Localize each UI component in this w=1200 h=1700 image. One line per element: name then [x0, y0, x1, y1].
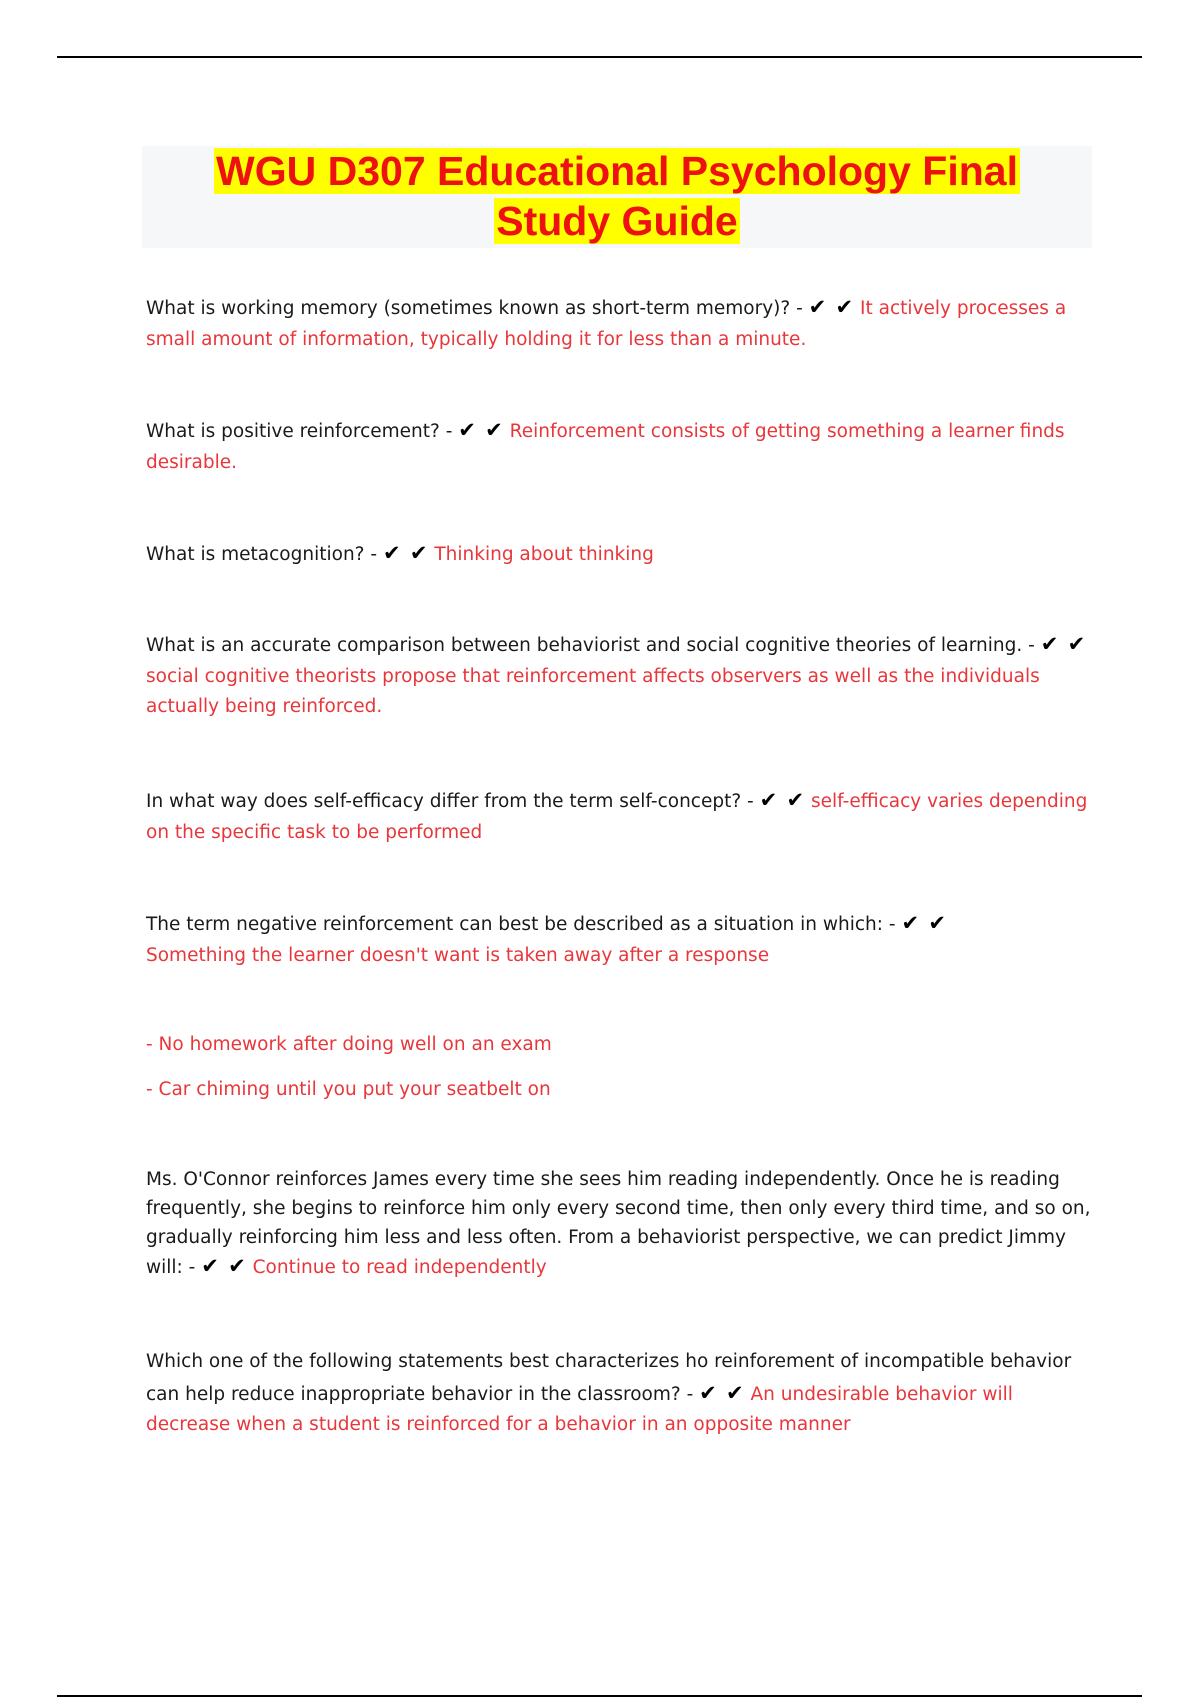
qa-item — [146, 908, 1092, 971]
example-item: - Car chiming until you put your seatbelt on — [146, 1079, 551, 1100]
question-text: Which one of the following statements best characterizes ho reinforement of incompatible behavior can help reduce inappropriate behavior in the classroom? - — [146, 1351, 1072, 1405]
question-text: What is an accurate comparison between behaviorist and social cognitive theories of learning. - — [146, 635, 1041, 656]
qa-item — [146, 629, 1092, 723]
answer-text: Thinking about thinking — [434, 544, 654, 565]
qa-item — [146, 1165, 1092, 1282]
qa-item — [146, 1347, 1092, 1441]
answer-text: social cognitive theorists propose that reinforcement affects observers as well as the individuals actually being reinforced. — [146, 665, 1040, 717]
checkmark-icon: ✔ ✔ — [699, 1380, 745, 1405]
checkmark-icon: ✔ ✔ — [458, 418, 504, 442]
question-text: What is metacognition? - — [146, 544, 383, 565]
checkmark-icon: ✔ ✔ — [901, 911, 947, 935]
header-rule — [57, 56, 1142, 58]
question-text: What is positive reinforcement? - — [146, 421, 459, 442]
question-text: The term negative reinforcement can best be described as a situation in which: - — [146, 914, 902, 935]
checkmark-icon: ✔ ✔ — [201, 1254, 247, 1278]
checkmark-icon: ✔ ✔ — [808, 295, 855, 319]
answer-text: self-efficacy varies depending on the specific task to be performed — [146, 791, 1088, 843]
answer-text: Reinforcement consists of getting something a learner finds desirable. — [146, 421, 1065, 473]
title-banner — [142, 146, 1092, 248]
qa-item — [146, 785, 1092, 848]
question-text: Ms. O'Connor reinforces James every time she sees him reading independently. Once he is reading frequently, she begins to reinforce him only every second time, then only every third time, and so on, gradually reinforcing him less and less often. From a behaviorist perspective, we can predict Jimmy will: - — [146, 1169, 1091, 1278]
qa-item — [146, 538, 1092, 571]
page-title-line-2: Study Guide — [496, 198, 738, 244]
qa-item — [146, 292, 1092, 355]
answer-text: It actively processes a small amount of information, typically holding it for less than a minute. — [146, 298, 1067, 350]
footer-rule — [57, 1695, 1142, 1697]
qa-item — [146, 415, 1092, 478]
checkmark-icon: ✔ ✔ — [759, 788, 806, 812]
answer-text: An undesirable behavior will decrease when a student is reinforced for a behavior in an opposite manner — [146, 1383, 1013, 1435]
question-text: In what way does self-efficacy differ from the term self-concept? - — [146, 791, 760, 812]
example-item: - No homework after doing well on an exam — [146, 1034, 552, 1055]
question-text: What is working memory (sometimes known as short-term memory)? - — [146, 298, 809, 319]
page-title-line-1: WGU D307 Educational Psychology Final — [216, 148, 1018, 194]
answer-text: Something the learner doesn't want is taken away after a response — [146, 944, 770, 966]
checkmark-icon: ✔ ✔ — [1040, 632, 1087, 656]
checkmark-icon: ✔ ✔ — [382, 541, 429, 565]
answer-text: Continue to read independently — [252, 1257, 547, 1278]
